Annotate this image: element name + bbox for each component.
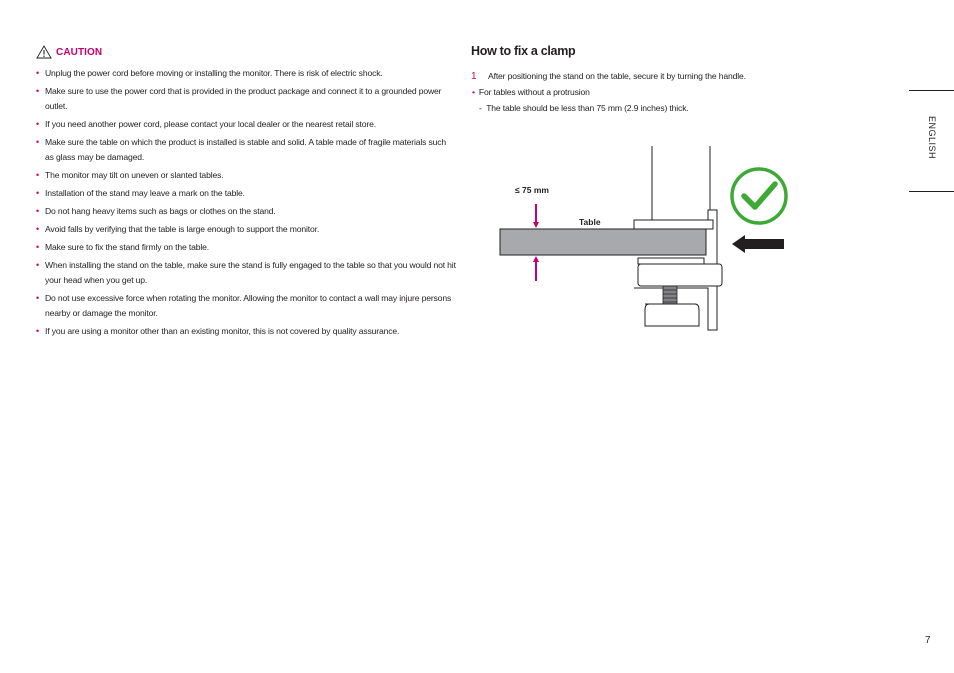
caution-list	[36, 66, 456, 342]
sub-note-text: The table should be less than 75 mm (2.9 inches) thick.	[486, 103, 689, 113]
left-arrow-icon	[732, 235, 784, 253]
caution-item: • If you need another power cord, please contact your local dealer or the nearest retail store.	[36, 117, 456, 132]
table-label: Table	[579, 217, 601, 227]
sub-bullet-text: For tables without a protrusion	[478, 87, 590, 97]
dash: -	[479, 103, 487, 113]
clamp-screw	[663, 286, 677, 304]
clamp-diagram	[495, 140, 795, 340]
warning-triangle-icon	[36, 45, 52, 59]
clamp-lower-jaw	[638, 258, 704, 264]
sub-note	[479, 103, 689, 113]
caution-item: • Make sure to fix the stand firmly on the table.	[36, 240, 456, 255]
language-tab	[909, 90, 954, 192]
step-number: 1	[471, 71, 477, 82]
clamp-handle	[645, 304, 699, 326]
measure-arrow-bottom	[533, 256, 539, 281]
step-text: After positioning the stand on the table, secure it by turning the handle.	[488, 71, 746, 81]
table-slab	[500, 229, 706, 255]
sub-bullet	[472, 87, 590, 97]
caution-label: CAUTION	[56, 46, 103, 58]
check-circle-icon	[732, 169, 786, 223]
caution-item: • If you are using a monitor other than an existing monitor, this is not covered by quality assurance.	[36, 324, 456, 339]
section-title: How to fix a clamp	[471, 44, 576, 58]
caution-item: • Installation of the stand may leave a mark on the table.	[36, 186, 456, 201]
clamp-upper-jaw	[634, 220, 713, 229]
caution-item: • When installing the stand on the table, make sure the stand is fully engaged to the table so that you would not hit your head when you get up.	[36, 258, 456, 288]
measure-arrow-top	[533, 204, 539, 228]
caution-item: • Make sure to use the power cord that is provided in the product package and connect it to a grounded power outlet.	[36, 84, 456, 114]
caution-item: • Do not hang heavy items such as bags or clothes on the stand.	[36, 204, 456, 219]
caution-item: • Unplug the power cord before moving or installing the monitor. There is risk of electric shock.	[36, 66, 456, 81]
caution-item: • The monitor may tilt on uneven or slanted tables.	[36, 168, 456, 183]
caution-header	[36, 45, 102, 59]
bullet-dot: •	[472, 87, 475, 97]
caution-item: • Do not use excessive force when rotating the monitor. Allowing the monitor to contact a wall may injure persons nearby or damage the monitor.	[36, 291, 456, 321]
caution-item: • Avoid falls by verifying that the table is large enough to support the monitor.	[36, 222, 456, 237]
page-number: 7	[925, 635, 931, 646]
step-1	[471, 71, 746, 82]
language-label: ENGLISH	[927, 116, 937, 160]
caution-item: • Make sure the table on which the product is installed is stable and solid. A table made of fragile materials such as glass may be damaged.	[36, 135, 456, 165]
clamp-lower-plate	[638, 264, 722, 286]
thickness-label: ≤ 75 mm	[515, 185, 549, 195]
